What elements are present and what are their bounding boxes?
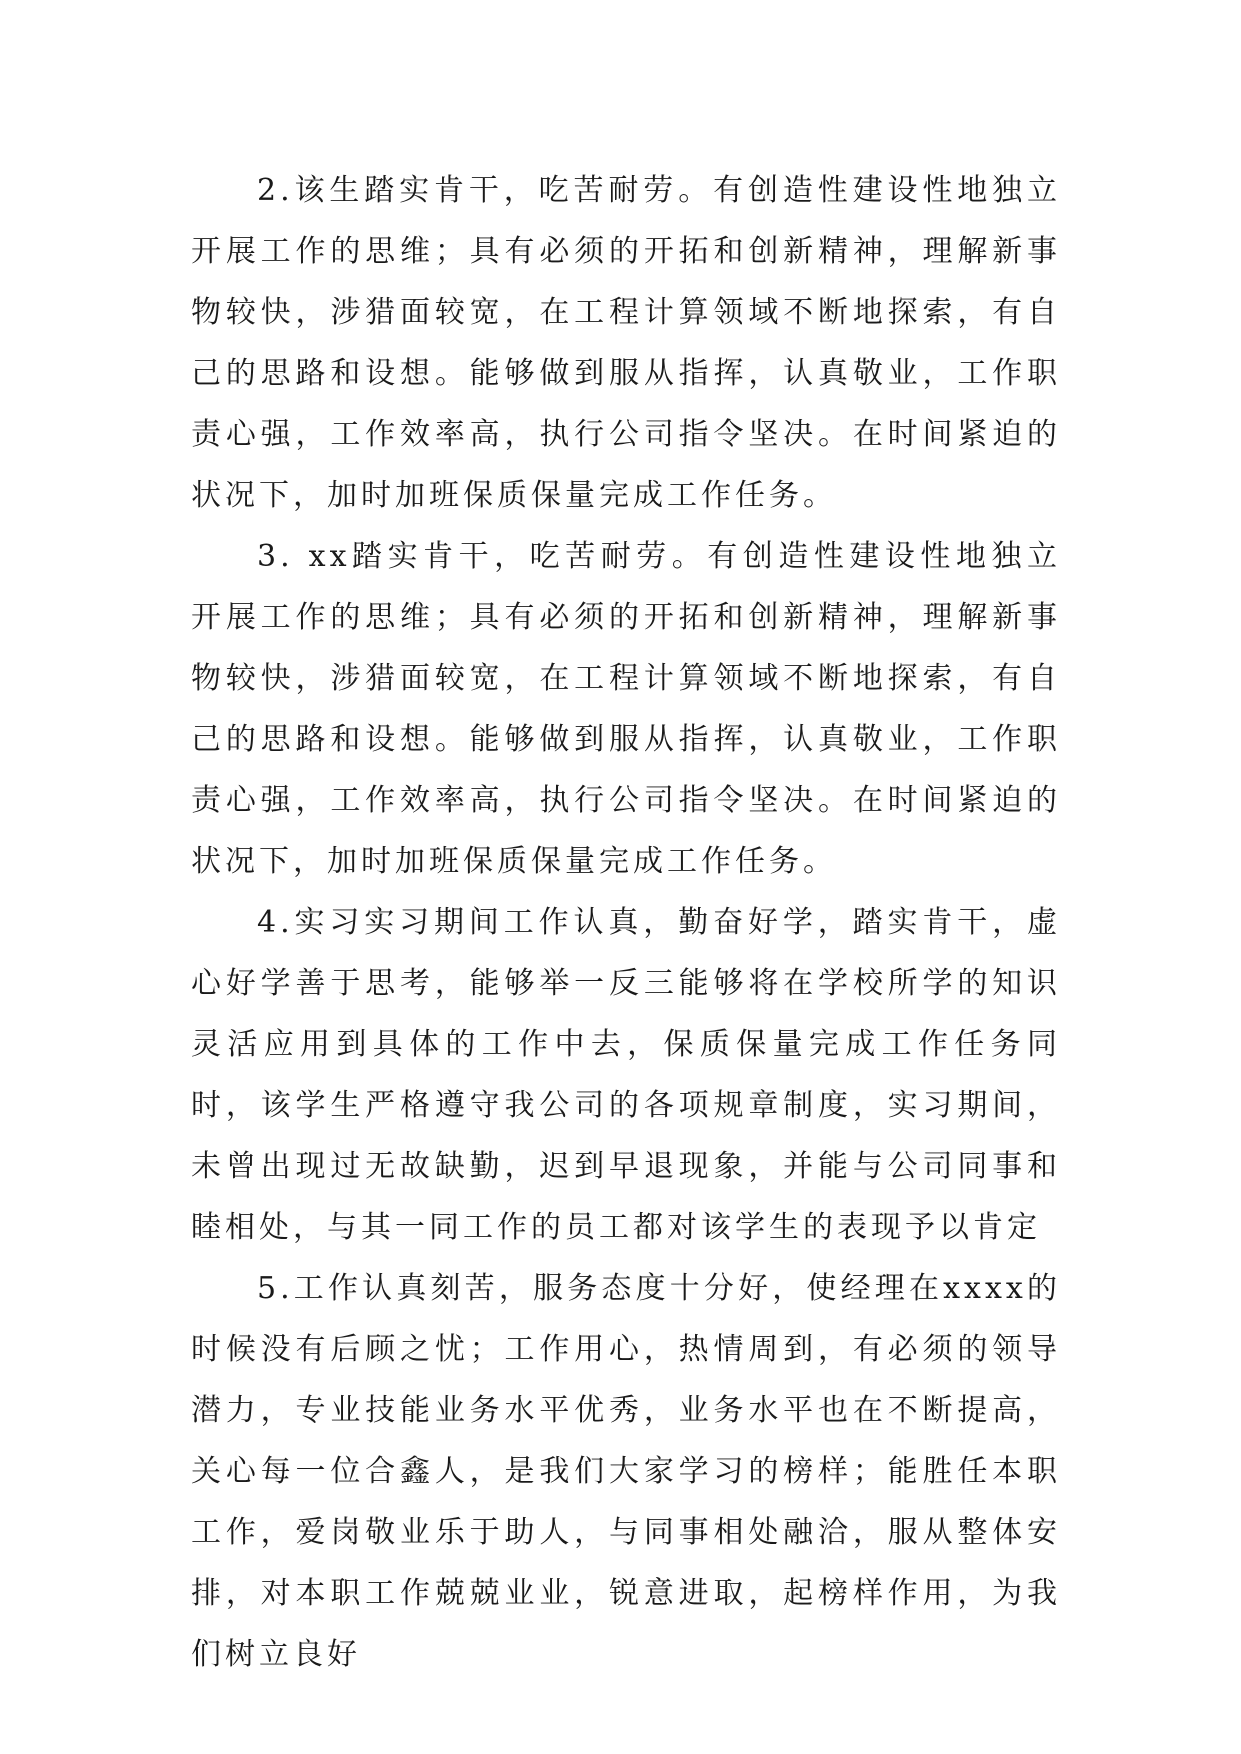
paragraph-2: 2.该生踏实肯干，吃苦耐劳。有创造性建设性地独立开展工作的思维；具有必须的开拓和创新精神，理解新事物较快，涉猎面较宽，在工程计算领域不断地探索，有自己的思路和设想。能够做到服从指挥，认真敬业，工作职责心强，工作效率高，执行公司指令坚决。在时间紧迫的状况下，加时加班保质保量完成工作任务。 [191, 173, 1061, 513]
paragraph-4: 4.实习实习期间工作认真，勤奋好学，踏实肯干，虚心好学善于思考，能够举一反三能够将在学校所学的知识灵活应用到具体的工作中去，保质保量完成工作任务同时，该学生严格遵守我公司的各项规章制度，实习期间，未曾出现过无故缺勤，迟到早退现象，并能与公司同事和睦相处，与其一同工作的员工都对该学生的表现予以肯定 [191, 905, 1061, 1245]
document-body [191, 160, 1061, 1685]
paragraph-5: 5.工作认真刻苦，服务态度十分好，使经理在xxxx的时候没有后顾之忧；工作用心，热情周到，有必须的领导潜力，专业技能业务水平优秀，业务水平也在不断提高，关心每一位合鑫人，是我们大家学习的榜样；能胜任本职工作，爱岗敬业乐于助人，与同事相处融洽，服从整体安排，对本职工作兢兢业业，锐意进取，起榜样作用，为我们树立良好 [191, 1271, 1061, 1672]
paragraph-3: 3. xx踏实肯干，吃苦耐劳。有创造性建设性地独立开展工作的思维；具有必须的开拓和创新精神，理解新事物较快，涉猎面较宽，在工程计算领域不断地探索，有自己的思路和设想。能够做到服从指挥，认真敬业，工作职责心强，工作效率高，执行公司指令坚决。在时间紧迫的状况下，加时加班保质保量完成工作任务。 [191, 539, 1061, 879]
